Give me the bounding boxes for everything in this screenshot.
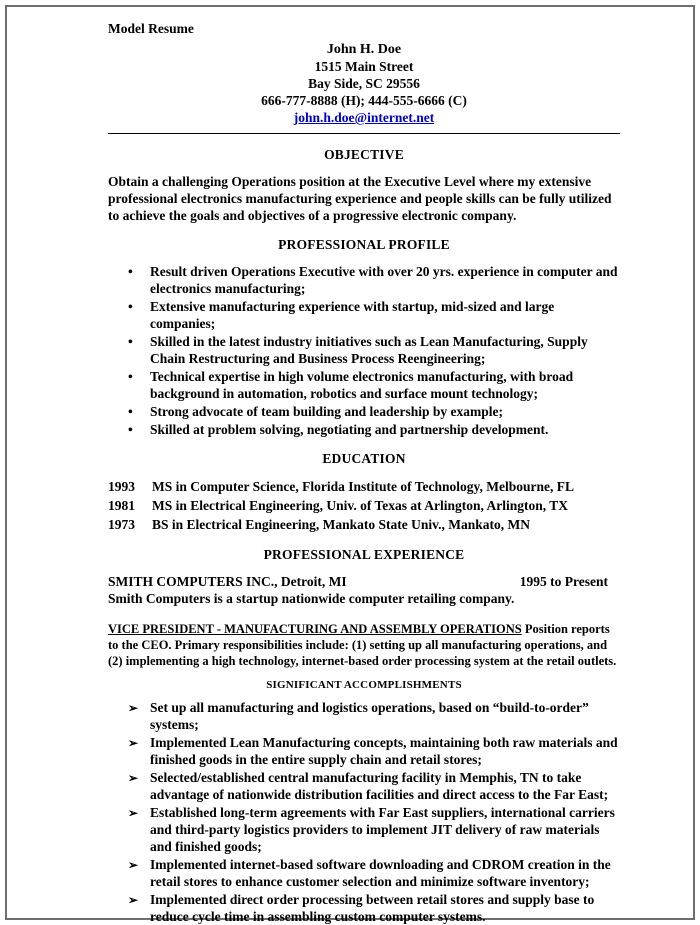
arrow-bullet-icon: ➢ [128, 771, 139, 785]
email-link[interactable]: john.h.doe@internet.net [293, 110, 435, 125]
profile-heading: PROFESSIONAL PROFILE [278, 237, 450, 252]
list-item [108, 403, 620, 420]
list-item-text: Implemented Lean Manufacturing concepts, maintaining both raw materials and finished goods in the entire supply chain and retail stores; [150, 735, 618, 767]
list-item-text: Technical expertise in high volume electronics manufacturing, with broad background in automation, robotics and surface mount technology; [150, 369, 574, 401]
list-item [108, 699, 620, 733]
document-label: Model Resume [108, 21, 194, 36]
contact-block [108, 41, 620, 126]
company-name: SMITH COMPUTERS INC., Detroit, MI [108, 574, 347, 589]
list-item-text: Strong advocate of team building and leadership by example; [150, 404, 504, 419]
role-paragraph [108, 621, 620, 669]
list-item [108, 891, 620, 925]
education-heading: EDUCATION [322, 451, 406, 466]
dot-bullet-icon: • [128, 404, 133, 419]
resume-page [5, 5, 695, 924]
header-divider [108, 133, 620, 134]
list-item [108, 333, 620, 367]
arrow-bullet-icon: ➢ [128, 893, 139, 907]
arrow-bullet-icon: ➢ [128, 736, 139, 750]
profile-bullet-list [108, 263, 620, 438]
education-year: 1973 [108, 517, 135, 532]
list-item [108, 856, 620, 890]
list-item [108, 368, 620, 402]
dot-bullet-icon: • [128, 334, 133, 349]
list-item-text: Implemented direct order processing between retail stores and supply base to reduce cycle time in assembling custom computer systems. [150, 892, 595, 924]
education-item [108, 496, 620, 515]
employment-dates: 1995 to Present [519, 574, 608, 589]
education-year: 1981 [108, 498, 135, 513]
contact-address-line1: 1515 Main Street [314, 59, 414, 74]
dot-bullet-icon: • [128, 422, 133, 437]
list-item-text: Established long-term agreements with Far East suppliers, international carriers and third-party logistics providers to implement JIT delivery of raw materials and finished goods; [150, 805, 615, 854]
education-item [108, 477, 620, 496]
list-item-text: Set up all manufacturing and logistics operations, based on “build-to-order” systems; [150, 700, 589, 732]
education-degree: MS in Computer Science, Florida Institute of Technology, Melbourne, FL [152, 479, 575, 494]
list-item-text: Implemented internet-based software downloading and CDROM creation in the retail stores to enhance customer selection and minimize software inventory; [150, 857, 611, 889]
education-year: 1993 [108, 479, 135, 494]
company-description: Smith Computers is a startup nationwide computer retailing company. [108, 591, 515, 606]
list-item-text: Skilled in the latest industry initiatives such as Lean Manufacturing, Supply Chain Restructuring and Business Process Reengineering; [150, 334, 588, 366]
role-description: Position reports to the CEO. Primary responsibilities include: (1) setting up all manufacturing operations, and (2) implementing a high technology, internet-based order processing system at the retail outlets. [108, 622, 617, 668]
objective-heading: OBJECTIVE [324, 147, 404, 162]
list-item-text: Selected/established central manufacturing facility in Memphis, TN to take advantage of nationwide distribution facilities and direct access to the Far East; [150, 770, 609, 802]
education-item [108, 515, 620, 534]
list-item [108, 804, 620, 855]
list-item [108, 421, 620, 438]
education-degree: MS in Electrical Engineering, Univ. of Texas at Arlington, Arlington, TX [152, 498, 569, 513]
contact-phone: 666-777-8888 (H); 444-555-6666 (C) [261, 93, 467, 108]
experience-company-row [108, 573, 620, 590]
dot-bullet-icon: • [128, 369, 133, 384]
objective-text: Obtain a challenging Operations position at the Executive Level where my extensive professional electronics manufacturing experience and people skills can be fully utilized to achieve the goals and objectives of a progressive electronic company. [108, 174, 612, 223]
list-item [108, 298, 620, 332]
arrow-bullet-icon: ➢ [128, 858, 139, 872]
role-title: VICE PRESIDENT - MANUFACTURING AND ASSEMBLY OPERATIONS [108, 622, 522, 636]
list-item [108, 263, 620, 297]
experience-heading: PROFESSIONAL EXPERIENCE [263, 547, 465, 562]
education-list [108, 477, 620, 534]
accomplishments-list [108, 699, 620, 925]
education-degree: BS in Electrical Engineering, Mankato State Univ., Mankato, MN [152, 517, 530, 532]
list-item [108, 734, 620, 768]
arrow-bullet-icon: ➢ [128, 701, 139, 715]
contact-name: John H. Doe [326, 42, 402, 57]
resume-content [108, 21, 620, 925]
list-item-text: Extensive manufacturing experience with startup, mid-sized and large companies; [150, 299, 555, 331]
contact-address-line2: Bay Side, SC 29556 [308, 76, 420, 91]
dot-bullet-icon: • [128, 264, 133, 279]
list-item [108, 769, 620, 803]
list-item-text: Skilled at problem solving, negotiating and partnership development. [150, 422, 549, 437]
dot-bullet-icon: • [128, 299, 133, 314]
accomplishments-heading: SIGNIFICANT ACCOMPLISHMENTS [266, 679, 462, 691]
arrow-bullet-icon: ➢ [128, 806, 139, 820]
list-item-text: Result driven Operations Executive with over 20 yrs. experience in computer and electronics manufacturing; [150, 264, 618, 296]
